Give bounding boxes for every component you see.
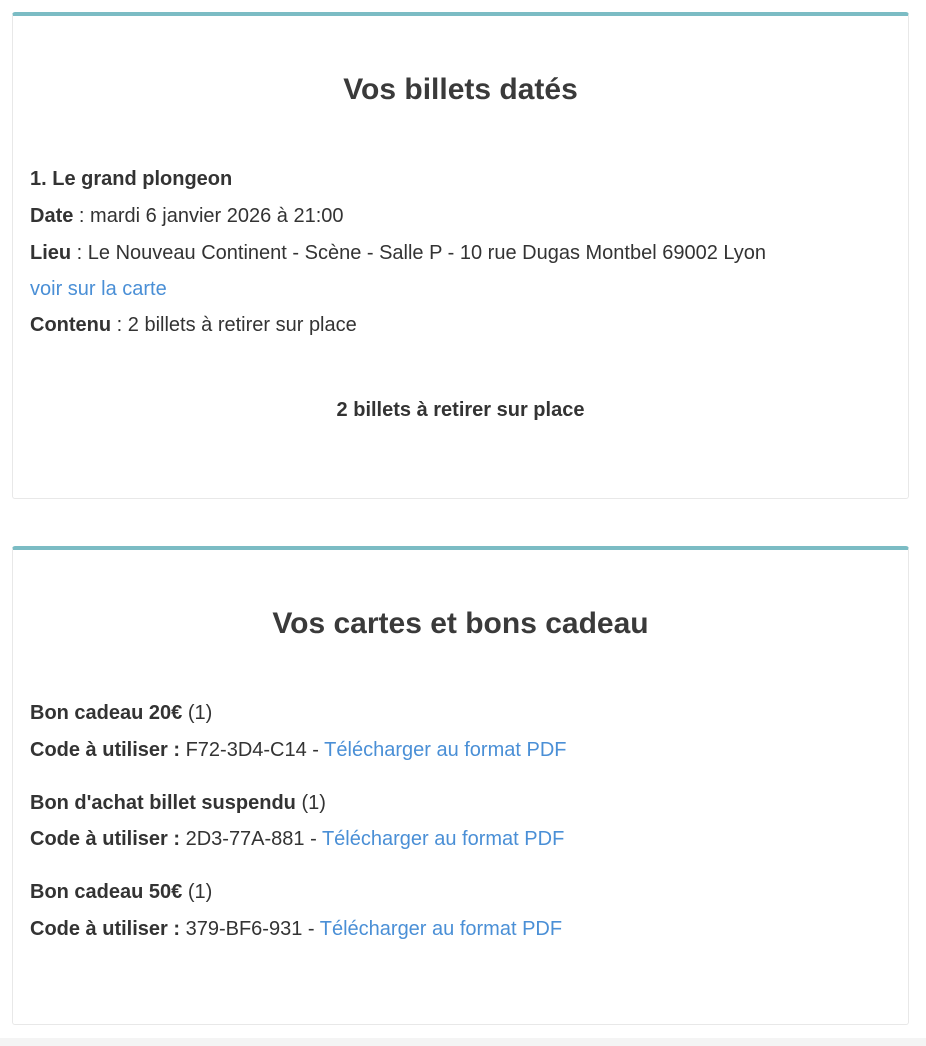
event-venue-value: Le Nouveau Continent - Scène - Salle P - 10 rue Dugas Montbel 69002 Lyon <box>87 242 767 264</box>
event-venue-label: Lieu <box>30 242 72 264</box>
event-content-sep: : <box>111 314 128 336</box>
gift-item-name: Bon cadeau 50€ <box>30 881 183 903</box>
download-pdf-link[interactable]: Télécharger au format PDF <box>324 739 567 761</box>
event-venue-sep: : <box>71 242 88 264</box>
download-pdf-link[interactable]: Télécharger au format PDF <box>319 918 563 940</box>
event-date-label: Date <box>30 205 74 227</box>
gift-item-name: Bon d'achat billet suspendu <box>30 792 296 814</box>
gift-item-name-row <box>30 700 212 726</box>
event-content-value: 2 billets à retirer sur place <box>127 314 357 336</box>
gift-code-value: F72-3D4-C14 - <box>180 739 325 761</box>
event-content-label: Contenu <box>30 314 112 336</box>
gift-code-label: Code à utiliser : <box>30 739 181 761</box>
gift-item-name-row <box>30 879 212 905</box>
gift-item-code-row <box>30 737 567 763</box>
event-content-row <box>30 312 357 338</box>
event-name: 1. Le grand plongeon <box>30 168 233 190</box>
map-link[interactable]: voir sur la carte <box>30 278 167 300</box>
tickets-summary: 2 billets à retirer sur place <box>336 399 585 421</box>
gifts-panel <box>12 546 909 1025</box>
gift-item-qty: (1) <box>295 792 326 814</box>
tickets-panel <box>12 12 909 499</box>
event-date-value: mardi 6 janvier 2026 à 21:00 <box>90 205 344 227</box>
gift-item-qty: (1) <box>182 702 213 724</box>
gift-code-label: Code à utiliser : <box>30 918 181 940</box>
download-pdf-link[interactable]: Télécharger au format PDF <box>321 828 565 850</box>
gift-item-qty: (1) <box>182 881 213 903</box>
map-link-row <box>30 276 167 302</box>
gifts-title: Vos cartes et bons cadeau <box>272 607 649 640</box>
gift-item-name-row <box>30 790 326 816</box>
tickets-title: Vos billets datés <box>343 73 578 106</box>
gift-item-code-row <box>30 916 562 942</box>
event-venue-row <box>30 240 766 266</box>
gift-item-code-row <box>30 826 564 852</box>
gift-item-name: Bon cadeau 20€ <box>30 702 183 724</box>
page-bottom-divider <box>0 1038 926 1046</box>
gift-code-label: Code à utiliser : <box>30 828 181 850</box>
gift-code-value: 2D3-77A-881 - <box>180 828 322 850</box>
event-date-row <box>30 203 344 229</box>
gift-code-value: 379-BF6-931 - <box>180 918 320 940</box>
event-date-sep: : <box>73 205 91 227</box>
